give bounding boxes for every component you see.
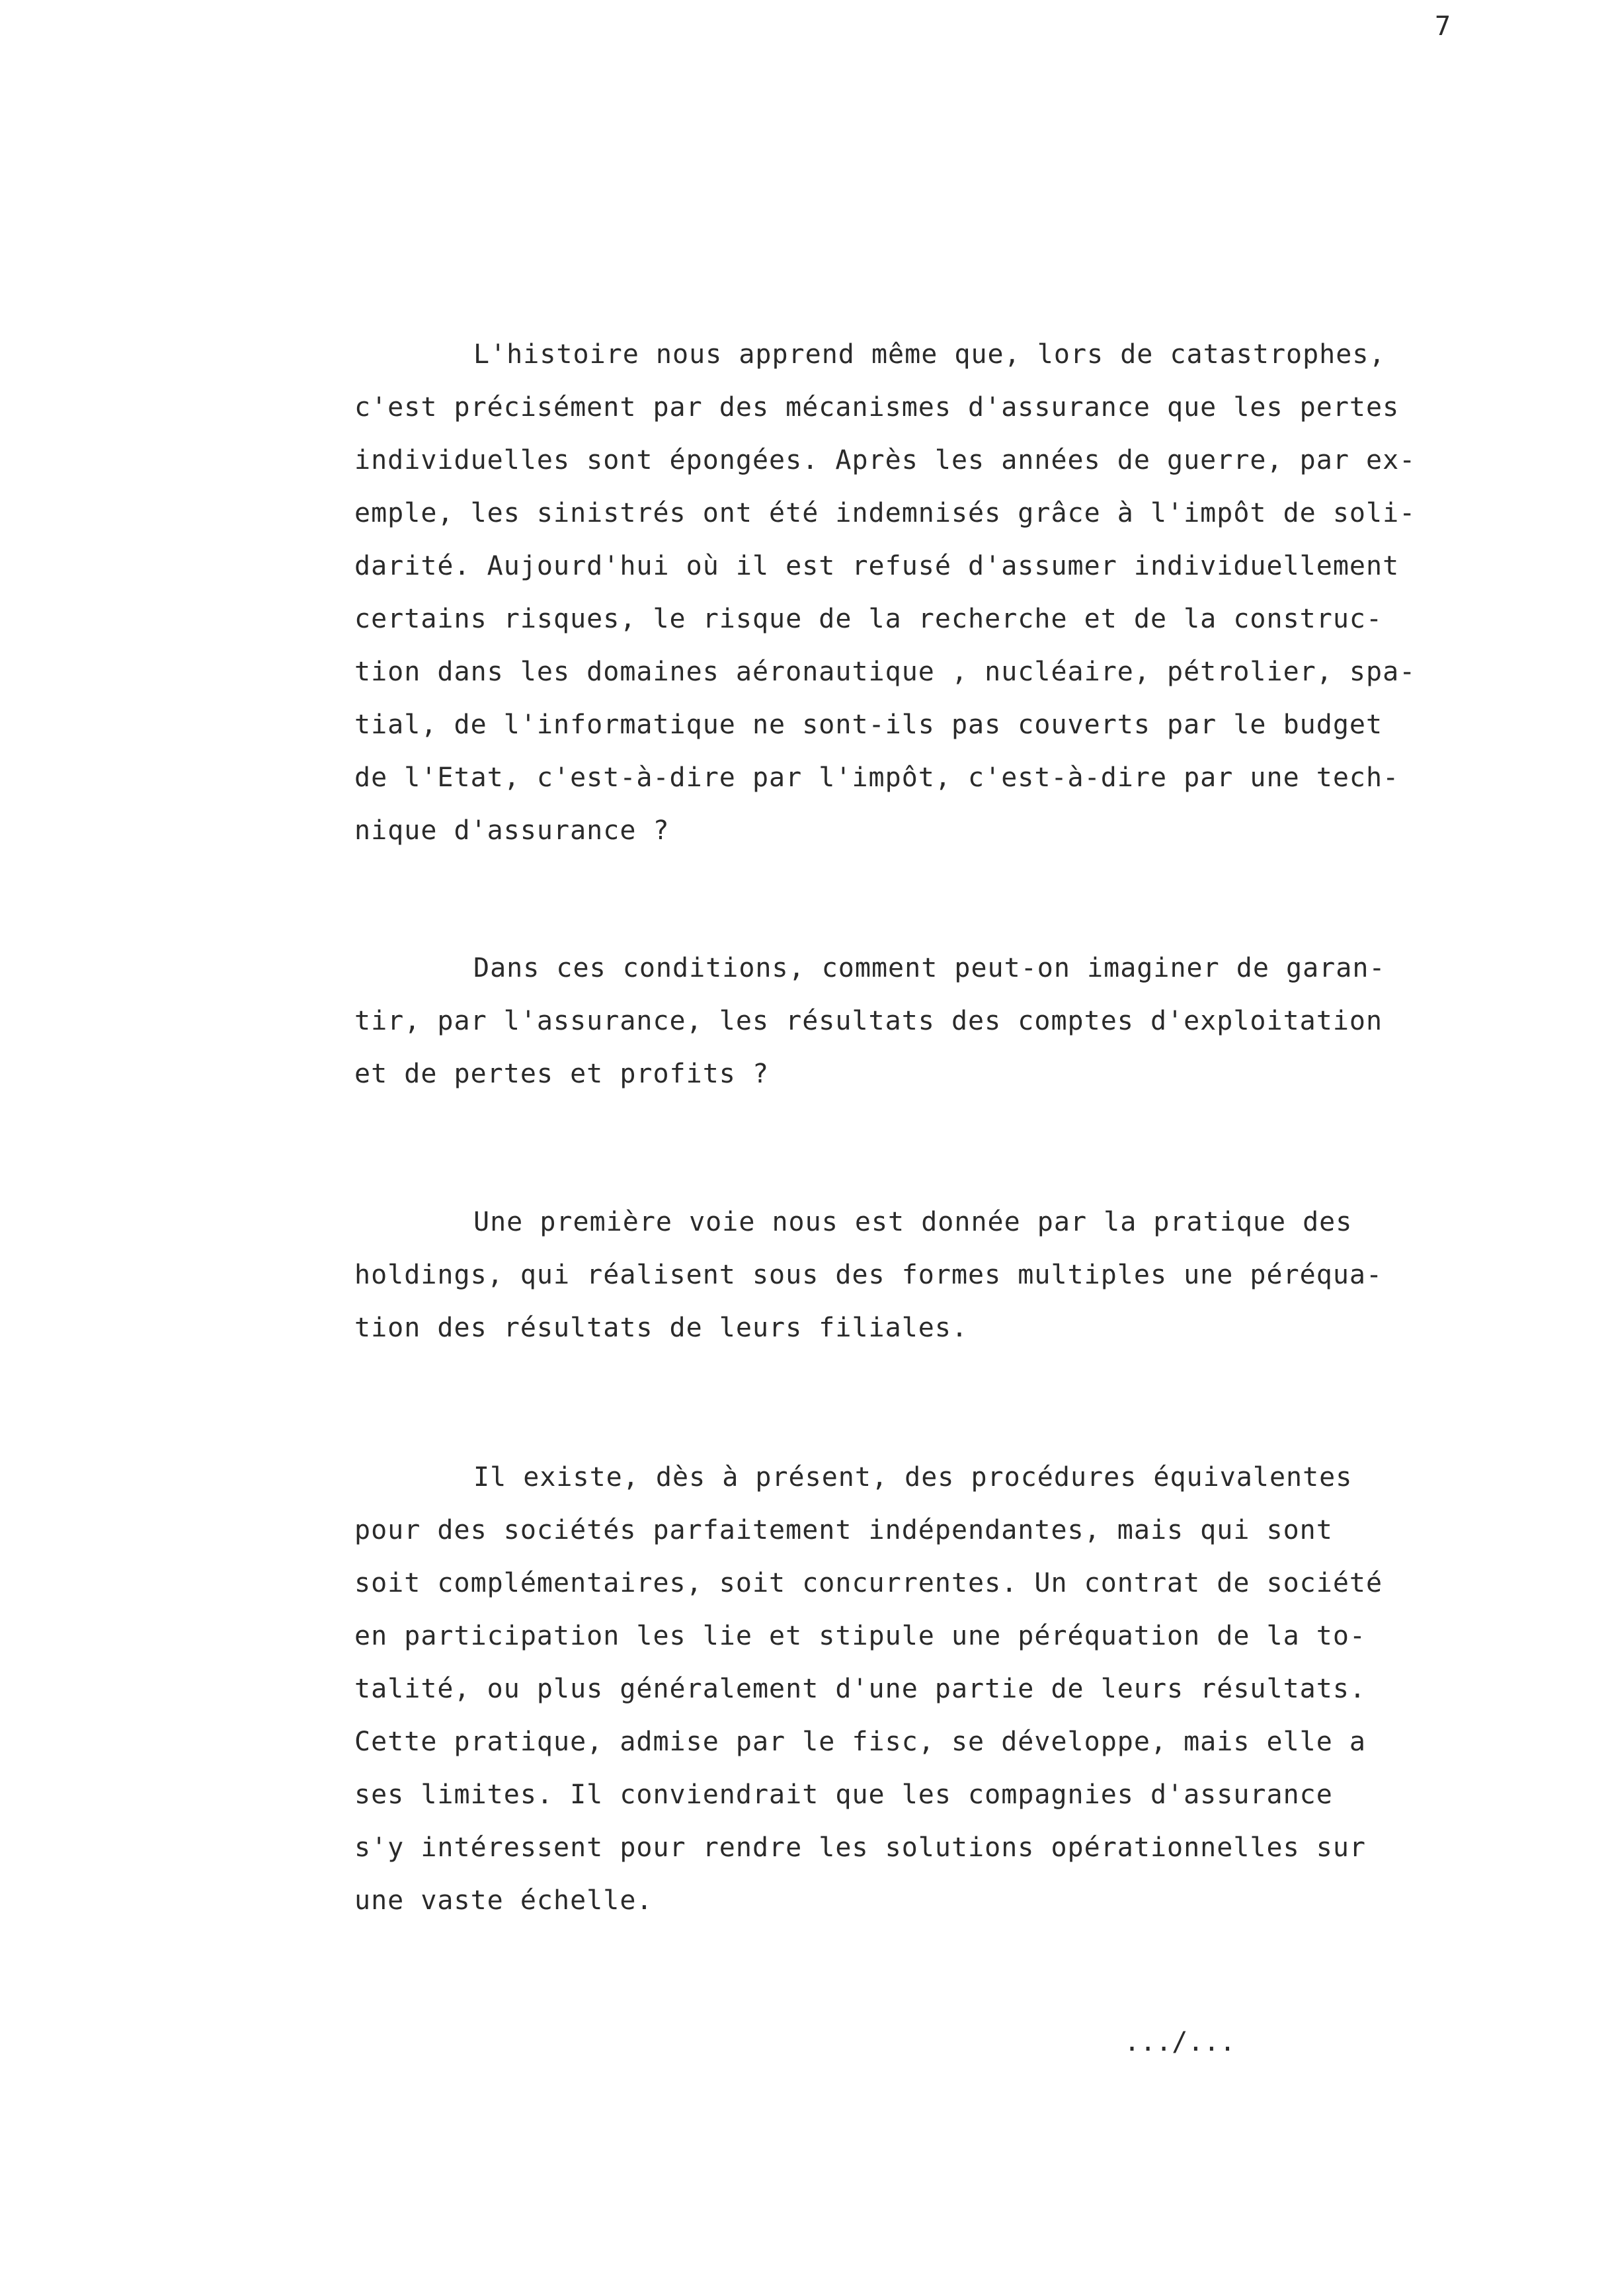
- paragraph-4: [354, 1451, 1439, 1927]
- text-line: tir, par l'assurance, les résultats des comptes d'exploitation: [354, 1006, 1383, 1036]
- page-number: 7: [1435, 11, 1451, 42]
- text-line: Cette pratique, admise par le fisc, se développe, mais elle a: [354, 1727, 1367, 1757]
- text-line: Il existe, dès à présent, des procédures équivalentes: [473, 1462, 1353, 1493]
- text-line: pour des sociétés parfaitement indépendantes, mais qui sont: [354, 1515, 1333, 1545]
- text-line: emple, les sinistrés ont été indemnisés grâce à l'impôt de soli-: [354, 498, 1416, 528]
- text-line: s'y intéressent pour rendre les solutions opérationnelles sur: [354, 1832, 1367, 1863]
- text-line: c'est précisément par des mécanismes d'assurance que les pertes: [354, 392, 1400, 423]
- continuation-marker: .../...: [1124, 2027, 1236, 2057]
- paragraph-1: [354, 328, 1439, 857]
- text-line: Une première voie nous est donnée par la pratique des: [473, 1207, 1353, 1237]
- text-line: et de pertes et profits ?: [354, 1059, 770, 1089]
- text-line: tion des résultats de leurs filiales.: [354, 1313, 969, 1343]
- text-line: certains risques, le risque de la recherche et de la construc-: [354, 604, 1383, 634]
- paragraph-2: [354, 942, 1439, 1100]
- text-line: une vaste échelle.: [354, 1885, 653, 1916]
- paragraph-3: [354, 1196, 1439, 1354]
- text-line: ses limites. Il conviendrait que les compagnies d'assurance: [354, 1780, 1333, 1810]
- text-line: Dans ces conditions, comment peut-on imaginer de garan-: [473, 953, 1386, 983]
- text-line: darité. Aujourd'hui où il est refusé d'assumer individuellement: [354, 551, 1400, 581]
- text-line: talité, ou plus généralement d'une partie de leurs résultats.: [354, 1674, 1367, 1704]
- text-line: de l'Etat, c'est-à-dire par l'impôt, c'est-à-dire par une tech-: [354, 762, 1400, 793]
- text-line: tion dans les domaines aéronautique , nucléaire, pétrolier, spa-: [354, 657, 1416, 687]
- text-line: nique d'assurance ?: [354, 815, 670, 846]
- text-line: soit complémentaires, soit concurrentes. Un contrat de société: [354, 1568, 1383, 1598]
- text-line: holdings, qui réalisent sous des formes multiples une péréqua-: [354, 1260, 1383, 1290]
- text-line: individuelles sont épongées. Après les années de guerre, par ex-: [354, 445, 1416, 475]
- text-line: L'histoire nous apprend même que, lors de catastrophes,: [473, 339, 1386, 370]
- text-line: en participation les lie et stipule une péréquation de la to-: [354, 1621, 1367, 1651]
- text-line: tial, de l'informatique ne sont-ils pas couverts par le budget: [354, 710, 1383, 740]
